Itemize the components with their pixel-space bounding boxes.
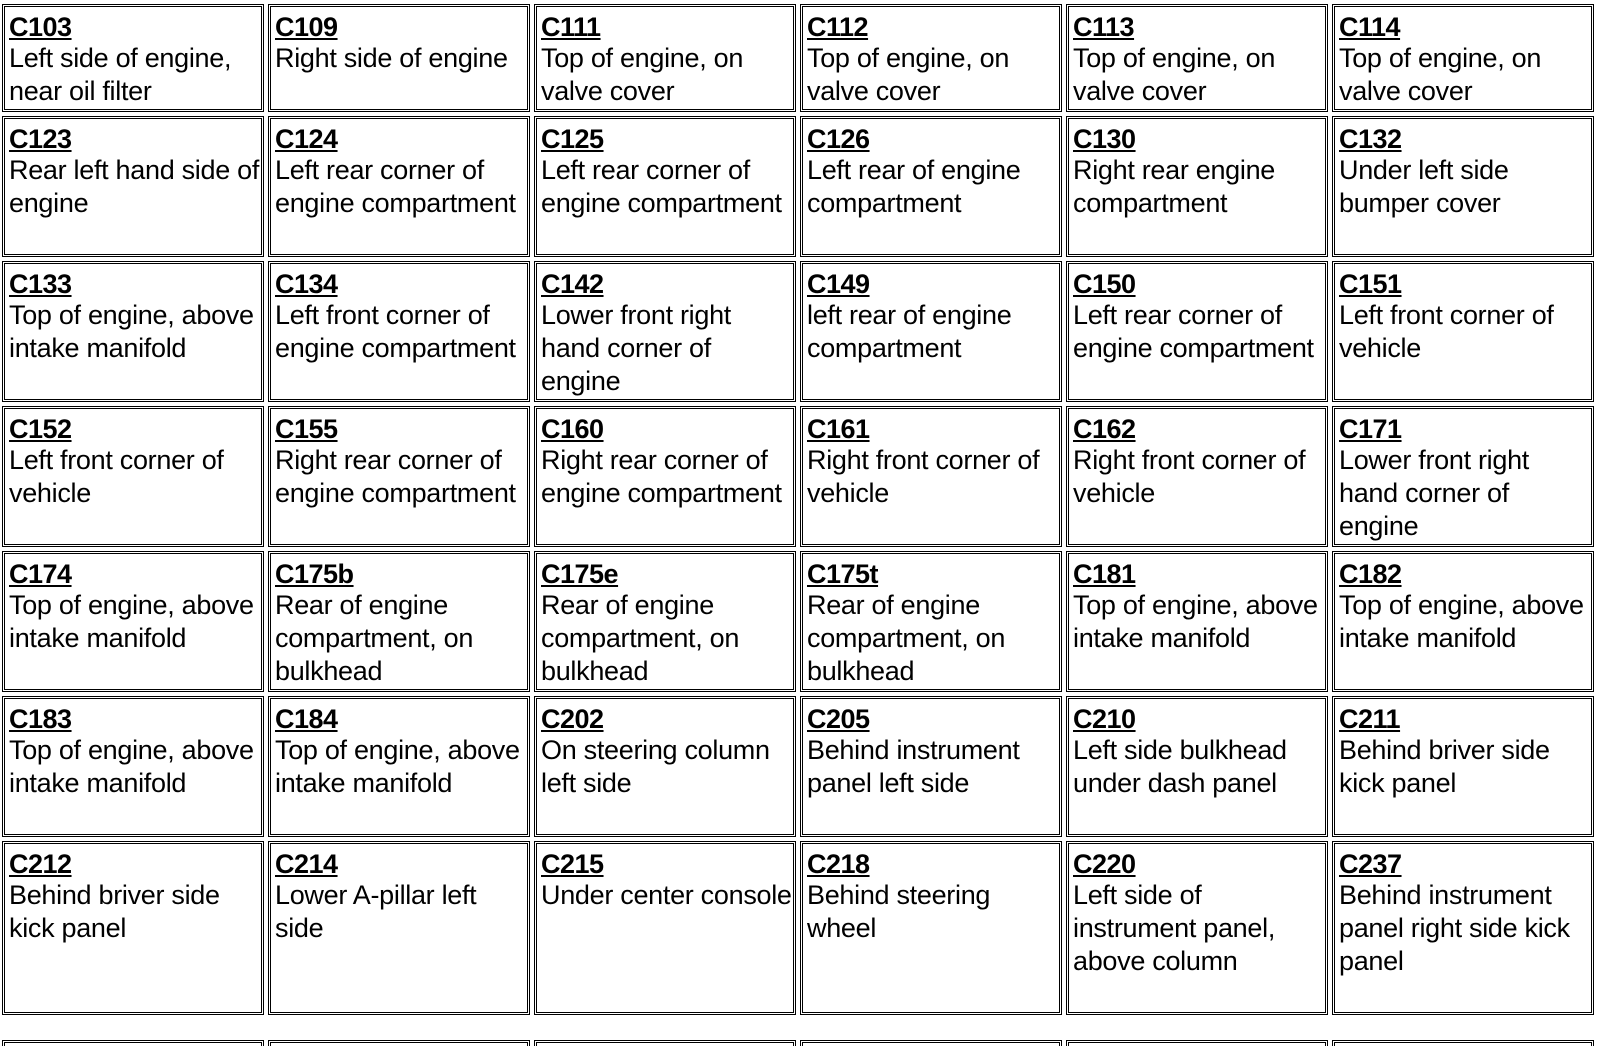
connector-cell <box>2 841 264 1015</box>
connector-location: Left rear corner of engine compartment <box>1073 300 1314 363</box>
connector-location: Behind instrument panel right side kick panel <box>1339 880 1570 976</box>
connector-code: C114 <box>1339 12 1401 42</box>
connector-code: C132 <box>1339 124 1402 154</box>
connector-location: Behind steering wheel <box>807 880 991 943</box>
connector-cell <box>268 841 530 1015</box>
connector-code: C174 <box>9 559 72 589</box>
connector-location: Top of engine, on valve cover <box>541 43 744 106</box>
connector-code: C237 <box>1339 849 1402 879</box>
connector-cell <box>2 406 264 547</box>
connector-code: C124 <box>275 124 338 154</box>
connector-code: C182 <box>1339 559 1402 589</box>
connector-location: Top of engine, on valve cover <box>1339 43 1542 106</box>
connector-code: C215 <box>541 849 604 879</box>
next-row-top-border <box>2 1040 1596 1046</box>
connector-location: Top of engine, above intake manifold <box>9 300 254 363</box>
connector-location: Top of engine, on valve cover <box>1073 43 1276 106</box>
connector-code: C126 <box>807 124 870 154</box>
connector-cell <box>268 261 530 402</box>
connector-location: Behind briver side kick panel <box>9 880 220 943</box>
connector-location: Lower front right hand corner of engine <box>1339 445 1529 541</box>
connector-location: Lower A-pillar left side <box>275 880 477 943</box>
connector-code: C218 <box>807 849 870 879</box>
connector-location: Behind briver side kick panel <box>1339 735 1550 798</box>
connector-code: C103 <box>9 12 72 42</box>
connector-code: C175e <box>541 559 619 589</box>
connector-code: C142 <box>541 269 604 299</box>
connector-location: Left front corner of vehicle <box>9 445 224 508</box>
connector-cell <box>268 696 530 837</box>
connector-cell <box>1332 261 1594 402</box>
connector-cell <box>268 406 530 547</box>
connector-location: Top of engine, above intake manifold <box>1073 590 1318 653</box>
connector-code: C210 <box>1073 704 1136 734</box>
connector-code: C133 <box>9 269 72 299</box>
connector-cell <box>800 116 1062 257</box>
connector-code: C155 <box>275 414 338 444</box>
cell-border-fragment <box>1066 1040 1328 1046</box>
connector-code: C171 <box>1339 414 1402 444</box>
connector-cell <box>534 696 796 837</box>
connector-cell <box>800 406 1062 547</box>
connector-location: Rear left hand side of engine <box>9 155 260 218</box>
cell-border-fragment <box>800 1040 1062 1046</box>
connector-cell <box>268 4 530 112</box>
connector-location: Left front corner of vehicle <box>1339 300 1554 363</box>
connector-location: Rear of engine compartment, on bulkhead <box>541 590 740 686</box>
connector-cell <box>1066 841 1328 1015</box>
cell-border-fragment <box>1332 1040 1594 1046</box>
cell-border-fragment <box>268 1040 530 1046</box>
connector-code: C111 <box>541 12 601 42</box>
connector-cell <box>534 551 796 692</box>
connector-location: Under left side bumper cover <box>1339 155 1509 218</box>
connector-code: C109 <box>275 12 338 42</box>
connector-location: left rear of engine compartment <box>807 300 1012 363</box>
connector-cell <box>534 116 796 257</box>
connector-cell <box>2 4 264 112</box>
connector-location: Left front corner of engine compartment <box>275 300 516 363</box>
connector-code: C175b <box>275 559 354 589</box>
connector-code: C181 <box>1073 559 1136 589</box>
connector-location: Left rear corner of engine compartment <box>541 155 782 218</box>
connector-code: C202 <box>541 704 604 734</box>
connector-cell <box>1332 116 1594 257</box>
connector-cell <box>1332 4 1594 112</box>
connector-location: Rear of engine compartment, on bulkhead <box>275 590 474 686</box>
connector-location: Top of engine, above intake manifold <box>275 735 520 798</box>
connector-cell <box>1066 406 1328 547</box>
connector-location: Right front corner of vehicle <box>807 445 1040 508</box>
connector-cell <box>1332 696 1594 837</box>
connector-cell <box>2 551 264 692</box>
connector-code: C175t <box>807 559 879 589</box>
connector-location: Rear of engine compartment, on bulkhead <box>807 590 1006 686</box>
connector-location: Left rear of engine compartment <box>807 155 1021 218</box>
connector-cell <box>800 4 1062 112</box>
connector-location: Left side of engine, near oil filter <box>9 43 232 106</box>
connector-code: C112 <box>807 12 869 42</box>
connector-code: C162 <box>1073 414 1136 444</box>
connector-location: On steering column left side <box>541 735 770 798</box>
connector-location: Under center console <box>541 880 792 910</box>
connector-code: C149 <box>807 269 870 299</box>
connector-code: C150 <box>1073 269 1136 299</box>
connector-code: C211 <box>1339 704 1401 734</box>
connector-cell <box>2 261 264 402</box>
connector-location: Top of engine, above intake manifold <box>9 735 254 798</box>
connector-code: C134 <box>275 269 338 299</box>
connector-location: Lower front right hand corner of engine <box>541 300 731 396</box>
connector-code: C160 <box>541 414 604 444</box>
connector-location: Right rear engine compartment <box>1073 155 1276 218</box>
connector-location: Top of engine, above intake manifold <box>1339 590 1584 653</box>
connector-location: Right rear corner of engine compartment <box>275 445 516 508</box>
connector-code: C130 <box>1073 124 1136 154</box>
connector-code: C161 <box>807 414 870 444</box>
cell-border-fragment <box>2 1040 264 1046</box>
connector-location-table <box>2 4 1596 1015</box>
connector-cell <box>800 696 1062 837</box>
connector-cell <box>800 551 1062 692</box>
connector-location: Right side of engine <box>275 43 508 73</box>
connector-code: C123 <box>9 124 72 154</box>
connector-cell <box>1066 696 1328 837</box>
connector-cell <box>534 261 796 402</box>
connector-cell <box>1332 406 1594 547</box>
connector-code: C125 <box>541 124 604 154</box>
connector-cell <box>800 261 1062 402</box>
connector-code: C151 <box>1339 269 1402 299</box>
connector-cell <box>2 116 264 257</box>
connector-code: C214 <box>275 849 338 879</box>
connector-code: C152 <box>9 414 72 444</box>
connector-cell <box>1066 116 1328 257</box>
connector-location: Left rear corner of engine compartment <box>275 155 516 218</box>
connector-cell <box>1066 551 1328 692</box>
connector-location: Right rear corner of engine compartment <box>541 445 782 508</box>
connector-location: Left side bulkhead under dash panel <box>1073 735 1287 798</box>
connector-code: C184 <box>275 704 338 734</box>
connector-cell <box>1066 261 1328 402</box>
connector-cell <box>534 841 796 1015</box>
connector-cell <box>268 551 530 692</box>
connector-cell <box>1332 841 1594 1015</box>
cell-border-fragment <box>534 1040 796 1046</box>
connector-code: C212 <box>9 849 72 879</box>
connector-cell <box>2 696 264 837</box>
connector-code: C205 <box>807 704 870 734</box>
connector-cell <box>534 4 796 112</box>
connector-location: Right front corner of vehicle <box>1073 445 1306 508</box>
connector-cell <box>268 116 530 257</box>
connector-code: C113 <box>1073 12 1135 42</box>
connector-location: Top of engine, above intake manifold <box>9 590 254 653</box>
connector-location: Left side of instrument panel, above column <box>1073 880 1276 976</box>
connector-location: Behind instrument panel left side <box>807 735 1020 798</box>
connector-code: C183 <box>9 704 72 734</box>
connector-location: Top of engine, on valve cover <box>807 43 1010 106</box>
connector-cell <box>1332 551 1594 692</box>
connector-cell <box>1066 4 1328 112</box>
connector-cell <box>800 841 1062 1015</box>
connector-cell <box>534 406 796 547</box>
connector-code: C220 <box>1073 849 1136 879</box>
